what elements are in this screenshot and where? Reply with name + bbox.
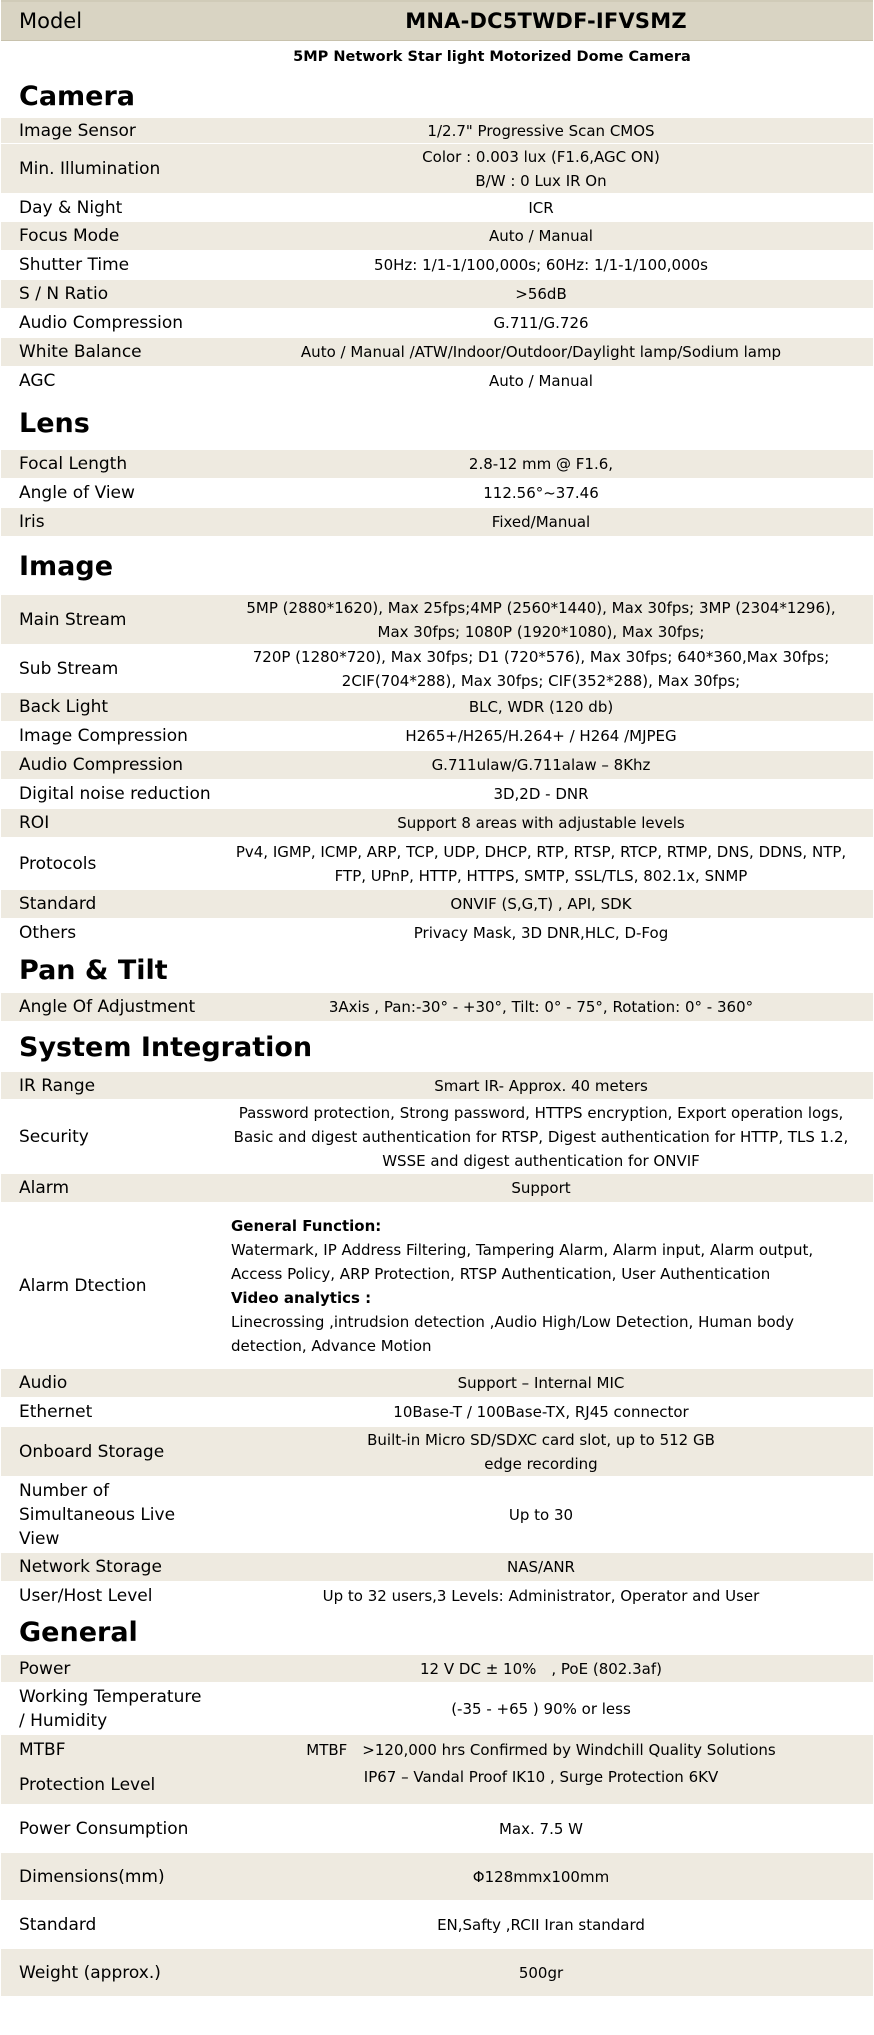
spec-value: IP67 – Vandal Proof IK10 , Surge Protection 6KV bbox=[363, 1768, 719, 1786]
spec-value-line: 720P (1280*720), Max 30fps; D1 (720*576), Max 30fps; 640*360,Max 30fps; bbox=[252, 647, 830, 666]
spec-label: ROI bbox=[19, 813, 50, 833]
spec-value-line: 5MP (2880*1620), Max 25fps;4MP (2560*1440), Max 30fps; 3MP (2304*1296), bbox=[246, 598, 836, 617]
spec-row bbox=[1, 479, 873, 508]
spec-value: Up to 30 bbox=[508, 1505, 574, 1524]
spec-row bbox=[1, 367, 873, 396]
spec-row bbox=[1, 993, 873, 1022]
spec-value-line: Password protection, Strong password, HTTPS encryption, Export operation logs, bbox=[238, 1103, 844, 1122]
spec-label bbox=[1, 1479, 219, 1551]
spec-label: Alarm Dtection bbox=[19, 1275, 147, 1296]
spec-value bbox=[219, 1428, 873, 1476]
spec-row bbox=[1, 280, 873, 309]
spec-label: Shutter Time bbox=[19, 255, 130, 275]
spec-label-line: Number of bbox=[19, 1480, 110, 1501]
spec-value: 112.56°~37.46 bbox=[483, 484, 599, 502]
spec-label: Others bbox=[19, 922, 77, 943]
spec-value: (-35 - +65 ) 90% or less bbox=[451, 1699, 631, 1718]
spec-row bbox=[1, 1655, 873, 1683]
spec-row bbox=[1, 1853, 873, 1901]
spec-row bbox=[1, 1072, 873, 1100]
spec-label: Weight (approx.) bbox=[19, 1962, 161, 1983]
spec-value-line: detection, Advance Motion bbox=[231, 1336, 432, 1355]
spec-row bbox=[1, 809, 873, 838]
spec-row bbox=[1, 722, 873, 751]
section-camera: Camera bbox=[19, 80, 136, 112]
spec-value: Support – Internal MIC bbox=[457, 1374, 625, 1392]
spec-value: Up to 32 users,3 Levels: Administrator, Operator and User bbox=[322, 1586, 760, 1605]
spec-value: G.711ulaw/G.711alaw – 8Khz bbox=[431, 756, 651, 774]
spec-value-line: Built-in Micro SD/SDXC card slot, up to 512 GB bbox=[367, 1430, 715, 1449]
spec-value-line: Basic and digest authentication for RTSP, Digest authentication for HTTP, TLS 1.2, bbox=[233, 1127, 849, 1146]
spec-row bbox=[1, 1203, 873, 1369]
spec-value-line: WSSE and digest authentication for ONVIF bbox=[382, 1151, 700, 1170]
spec-label: Iris bbox=[19, 512, 45, 532]
spec-label: Ethernet bbox=[19, 1402, 93, 1422]
spec-label: Back Light bbox=[19, 697, 109, 717]
spec-label: Day & Night bbox=[19, 197, 123, 218]
spec-label: Focus Mode bbox=[19, 226, 120, 246]
spec-row bbox=[1, 1100, 873, 1174]
spec-label: Audio Compression bbox=[19, 755, 184, 775]
spec-label: Angle of View bbox=[19, 483, 135, 503]
spec-label: AGC bbox=[19, 371, 56, 391]
section-image: Image bbox=[19, 550, 114, 582]
spec-label: User/Host Level bbox=[19, 1585, 153, 1606]
spec-value: Privacy Mask, 3D DNR,HLC, D-Fog bbox=[413, 923, 669, 942]
spec-row bbox=[1, 1735, 873, 1765]
spec-sheet bbox=[1, 0, 873, 1997]
spec-label: Min. Illumination bbox=[19, 158, 161, 179]
model-label: Model bbox=[19, 9, 83, 33]
spec-value: MTBF >120,000 hrs Confirmed by Windchill Quality Solutions bbox=[306, 1741, 776, 1759]
spec-row bbox=[1, 1901, 873, 1949]
spec-row bbox=[1, 450, 873, 479]
spec-value: BLC, WDR (120 db) bbox=[468, 698, 614, 716]
spec-value: 10Base-T / 100Base-TX, RJ45 connector bbox=[393, 1403, 689, 1421]
spec-value: Max. 7.5 W bbox=[498, 1819, 583, 1838]
spec-label: Standard bbox=[19, 894, 97, 914]
spec-value bbox=[219, 840, 873, 888]
spec-value: 500gr bbox=[518, 1963, 564, 1982]
spec-label: Digital noise reduction bbox=[19, 784, 211, 804]
spec-label: Protocols bbox=[19, 853, 97, 874]
spec-row bbox=[1, 1477, 873, 1553]
spec-label: Focal Length bbox=[19, 454, 128, 474]
spec-label: Security bbox=[19, 1126, 89, 1147]
spec-value: Smart IR- Approx. 40 meters bbox=[434, 1076, 648, 1095]
spec-row bbox=[1, 338, 873, 367]
spec-label: Image Sensor bbox=[19, 120, 136, 141]
spec-row bbox=[1, 309, 873, 338]
spec-value: H265+/H265/H.264+ / H264 /MJPEG bbox=[405, 727, 677, 745]
spec-value bbox=[219, 145, 873, 193]
spec-value-line: Linecrossing ,intrudsion detection ,Audio High/Low Detection, Human body bbox=[231, 1312, 795, 1331]
spec-value: Auto / Manual /ATW/Indoor/Outdoor/Daylight lamp/Sodium lamp bbox=[300, 343, 782, 361]
section-system-integration: System Integration bbox=[19, 1031, 313, 1063]
spec-row bbox=[1, 1174, 873, 1203]
spec-value: G.711/G.726 bbox=[493, 314, 589, 332]
spec-label-line: Working Temperature bbox=[19, 1686, 202, 1707]
spec-value: 12 V DC ± 10% , PoE (802.3af) bbox=[420, 1659, 662, 1678]
spec-value bbox=[219, 1214, 873, 1358]
spec-row bbox=[1, 1553, 873, 1582]
spec-row bbox=[1, 222, 873, 251]
spec-label: White Balance bbox=[19, 342, 142, 362]
spec-row bbox=[1, 595, 873, 645]
spec-value: NAS/ANR bbox=[507, 1558, 575, 1576]
spec-label: Alarm bbox=[19, 1178, 70, 1198]
spec-value-line: Pv4, IGMP, ICMP, ARP, TCP, UDP, DHCP, RTP, RTSP, RTCP, RTMP, DNS, DDNS, NTP, bbox=[235, 842, 847, 861]
spec-value: Support 8 areas with adjustable levels bbox=[397, 814, 685, 832]
spec-label: MTBF bbox=[19, 1740, 66, 1760]
spec-value: Φ128mmx100mm bbox=[472, 1867, 610, 1886]
spec-label: Dimensions(mm) bbox=[19, 1866, 165, 1887]
spec-value: EN,Safty ,RCII Iran standard bbox=[437, 1915, 645, 1934]
spec-value-heading: General Function: bbox=[231, 1216, 382, 1235]
spec-row bbox=[1, 1398, 873, 1427]
spec-label-line: / Humidity bbox=[19, 1710, 108, 1731]
spec-value-line: Color : 0.003 lux (F1.6,AGC ON) bbox=[422, 147, 660, 166]
spec-value-line: FTP, UPnP, HTTP, HTTPS, SMTP, SSL/TLS, 802.1x, SNMP bbox=[334, 866, 748, 885]
spec-value: 2.8-12 mm @ F1.6, bbox=[468, 455, 614, 473]
spec-value: Support bbox=[511, 1179, 571, 1197]
spec-row bbox=[1, 194, 873, 222]
spec-value bbox=[219, 645, 873, 693]
model-value: MNA-DC5TWDF-IFVSMZ bbox=[405, 9, 687, 33]
spec-label-line: View bbox=[19, 1528, 60, 1549]
spec-value bbox=[219, 596, 873, 644]
spec-value: >56dB bbox=[515, 285, 567, 303]
spec-label: Sub Stream bbox=[19, 658, 119, 679]
spec-label-line: Simultaneous Live bbox=[19, 1504, 176, 1525]
spec-label: Main Stream bbox=[19, 609, 127, 630]
spec-value-line: Access Policy, ARP Protection, RTSP Authentication, User Authentication bbox=[231, 1264, 771, 1283]
spec-value-line: Watermark, IP Address Filtering, Tampering Alarm, Alarm input, Alarm output, bbox=[231, 1240, 814, 1259]
spec-row bbox=[1, 1369, 873, 1398]
spec-row bbox=[1, 919, 873, 947]
spec-label bbox=[1, 1685, 219, 1733]
spec-value-heading: Video analytics : bbox=[231, 1288, 372, 1307]
spec-value-line: Max 30fps; 1080P (1920*1080), Max 30fps; bbox=[377, 622, 705, 641]
spec-label: Angle Of Adjustment bbox=[19, 997, 196, 1017]
spec-label: Audio Compression bbox=[19, 313, 184, 333]
spec-value: Auto / Manual bbox=[489, 372, 593, 390]
spec-value bbox=[219, 1101, 873, 1173]
spec-row bbox=[1, 1765, 873, 1805]
spec-row bbox=[1, 838, 873, 890]
spec-row bbox=[1, 751, 873, 780]
spec-row bbox=[1, 1949, 873, 1997]
spec-label: Power Consumption bbox=[19, 1818, 189, 1839]
spec-label: S / N Ratio bbox=[19, 284, 109, 304]
spec-row bbox=[1, 118, 873, 144]
spec-row bbox=[1, 251, 873, 280]
spec-value-line: 2CIF(704*288), Max 30fps; CIF(352*288), Max 30fps; bbox=[341, 671, 741, 690]
spec-row bbox=[1, 144, 873, 194]
spec-row bbox=[1, 508, 873, 537]
spec-label: Image Compression bbox=[19, 726, 188, 746]
spec-value: 3Axis , Pan:-30° - +30°, Tilt: 0° - 75°, Rotation: 0° - 360° bbox=[328, 998, 754, 1016]
section-general: General bbox=[19, 1617, 138, 1648]
product-subtitle: 5MP Network Star light Motorized Dome Camera bbox=[293, 49, 691, 65]
section-pan-tilt: Pan & Tilt bbox=[19, 954, 168, 986]
spec-label: IR Range bbox=[19, 1075, 96, 1096]
spec-value: Auto / Manual bbox=[489, 227, 593, 245]
model-header bbox=[1, 0, 873, 41]
spec-row bbox=[1, 1427, 873, 1477]
section-lens: Lens bbox=[19, 407, 90, 439]
spec-label: Audio bbox=[19, 1373, 68, 1393]
spec-label: Protection Level bbox=[19, 1775, 156, 1795]
spec-row bbox=[1, 693, 873, 722]
spec-row bbox=[1, 1582, 873, 1610]
spec-row bbox=[1, 780, 873, 809]
spec-label: Power bbox=[19, 1658, 71, 1679]
spec-value: ONVIF (S,G,T) , API, SDK bbox=[450, 895, 632, 913]
spec-value: ICR bbox=[528, 198, 554, 217]
spec-label: Network Storage bbox=[19, 1557, 162, 1577]
spec-value: 3D,2D - DNR bbox=[493, 785, 589, 803]
spec-value: 1/2.7" Progressive Scan CMOS bbox=[427, 121, 655, 140]
spec-value-line: edge recording bbox=[484, 1454, 598, 1473]
spec-label: Onboard Storage bbox=[19, 1441, 165, 1462]
spec-value: Fixed/Manual bbox=[491, 513, 591, 531]
spec-label: Standard bbox=[19, 1914, 97, 1935]
spec-row bbox=[1, 1805, 873, 1853]
spec-value-line: B/W : 0 Lux IR On bbox=[475, 171, 607, 190]
spec-value: 50Hz: 1/1-1/100,000s; 60Hz: 1/1-1/100,000s bbox=[374, 256, 708, 274]
spec-row bbox=[1, 890, 873, 919]
spec-row bbox=[1, 645, 873, 693]
spec-row bbox=[1, 1683, 873, 1735]
